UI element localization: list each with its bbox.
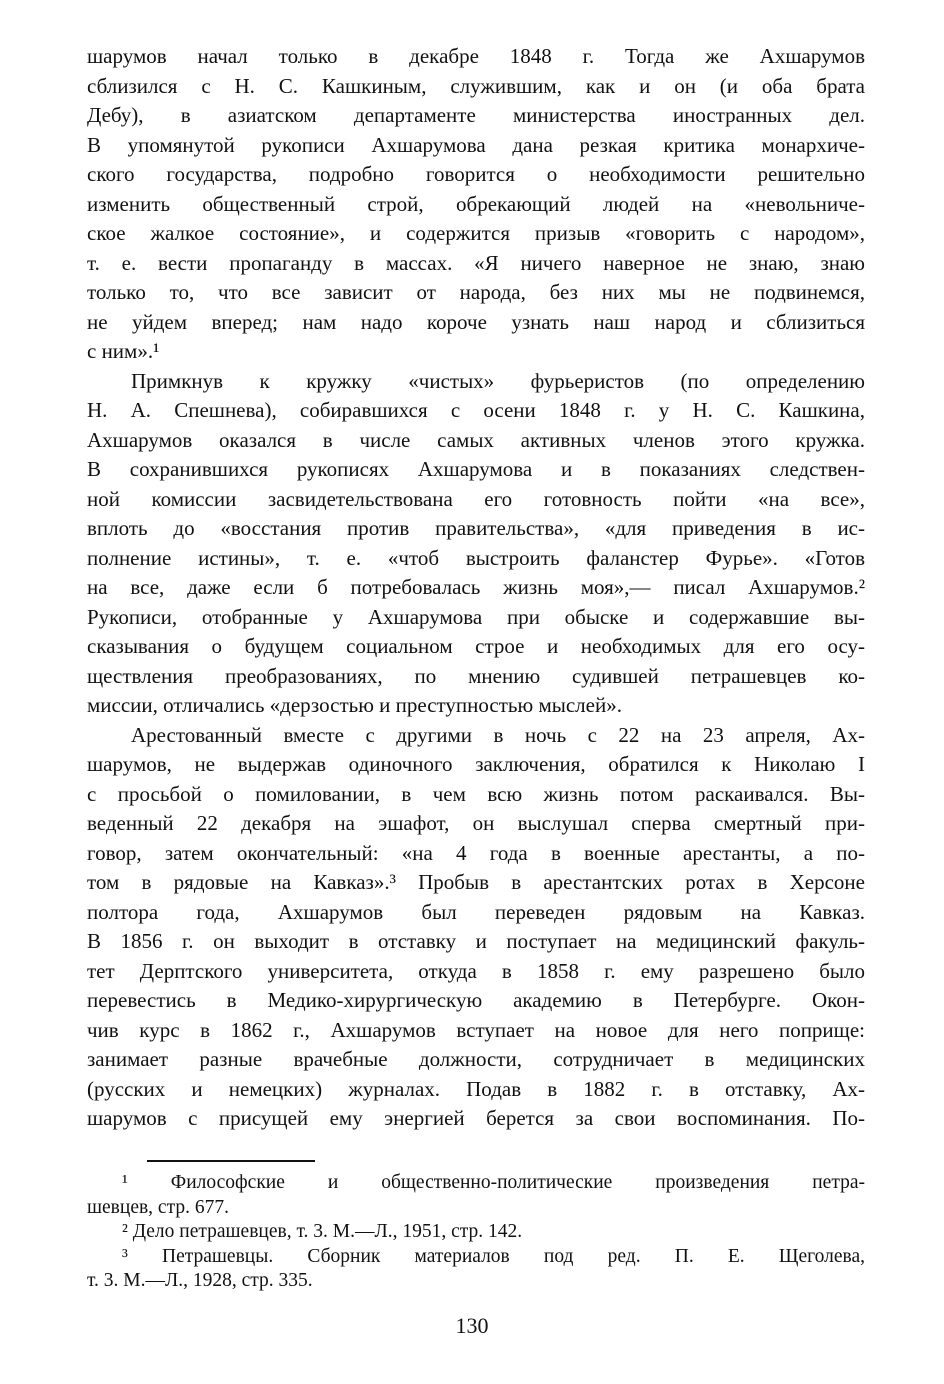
text-line: перевестись в Медико-хирургическую академию в Петербурге. Окон- xyxy=(87,988,865,1012)
text-line: В сохранившихся рукописях Ахшарумова и в показаниях следствен- xyxy=(87,457,865,481)
text-line: Рукописи, отобранные у Ахшарумова при обыске и содержавшие вы- xyxy=(87,604,865,629)
text-line: с просьбой о помиловании, в чем всю жизнь потом раскаивался. Вы- xyxy=(87,781,865,806)
text-line: Дебу), в азиатском департаменте министерства иностранных дел. xyxy=(87,103,865,127)
text-line: (русских и немецких) журналах. Подав в 1882 г. в отставку, Ах- xyxy=(87,1076,865,1101)
text-line: ского государства, подробно говорится о необходимости решительно xyxy=(87,162,865,186)
text-line: изменить общественный строй, обрекающий людей на «невольниче- xyxy=(87,191,865,216)
text-line: миссии, отличались «дерзостью и преступностью мыслей». xyxy=(87,693,622,717)
page-number: 130 xyxy=(455,1313,489,1338)
text-line: веденный 22 декабря на эшафот, он выслушал сперва смертный при- xyxy=(87,811,865,835)
text-line: Н. А. Спешнева), собиравшихся с осени 1848 г. у Н. С. Кашкина, xyxy=(87,398,865,422)
text-line: ществления преобразованиях, по мнению судившей петрашевцев ко- xyxy=(87,663,865,688)
text-line: шарумов начал только в декабре 1848 г. Тогда же Ахшарумов xyxy=(87,44,865,68)
text-line: ское жалкое состояние», и содержится призыв «говорить с народом», xyxy=(87,221,865,245)
text-line: Арестованный вместе с другими в ночь с 22 на 23 апреля, Ах- xyxy=(131,722,865,747)
text-line: В упомянутой рукописи Ахшарумова дана резкая критика монархиче- xyxy=(87,132,865,157)
text-line: полтора года, Ахшарумов был переведен рядовым на Кавказ. xyxy=(87,899,865,924)
footnote-line: т. 3. М.—Л., 1928, стр. 335. xyxy=(87,1270,313,1291)
text-line: сказывания о будущем социальном строе и необходимых для его осу- xyxy=(87,634,865,658)
footnote-line: ³ Петрашевцы. Сборник материалов под ред. П. Е. Щеголева, xyxy=(122,1245,865,1267)
text-line: не уйдем вперед; нам надо короче узнать наш народ и сблизиться xyxy=(87,309,865,334)
text-line: Ахшарумов оказался в числе самых активных членов этого кружка. xyxy=(87,427,865,452)
text-line: шарумов, не выдержав одиночного заключения, обратился к Николаю I xyxy=(87,752,865,776)
text-line: тет Дерптского университета, откуда в 1858 г. ему разрешено было xyxy=(87,958,865,983)
text-line: чив курс в 1862 г., Ахшарумов вступает на новое для него поприще: xyxy=(87,1017,865,1042)
text-line: полнение истины», т. е. «чтоб выстроить фаланстер Фурье». «Готов xyxy=(87,545,865,570)
text-line: вплоть до «восстания против правительства», «для приведения в ис- xyxy=(87,516,865,540)
text-line: В 1856 г. он выходит в отставку и поступает на медицинский факуль- xyxy=(87,929,865,953)
footnote-line: ¹ Философские и общественно-политические произведения петра- xyxy=(122,1172,865,1193)
text-line: на все, даже если б потребовалась жизнь моя»,— писал Ахшарумов.² xyxy=(87,575,865,599)
text-line: Примкнув к кружку «чистых» фурьеристов (по определению xyxy=(131,368,865,393)
footnote-line: ² Дело петрашевцев, т. 3. М.—Л., 1951, стр. 142. xyxy=(122,1221,523,1242)
text-line: шарумов с присущей ему энергией берется за свои воспоминания. По- xyxy=(87,1106,865,1130)
text-line: ной комиссии засвидетельствована его готовность пойти «на все», xyxy=(87,486,865,511)
text-line: только то, что все зависит от народа, без них мы не подвинемся, xyxy=(87,280,865,304)
text-line: сблизился с Н. С. Кашкиным, служившим, как и он (и оба брата xyxy=(87,73,865,98)
text-line: с ним».¹ xyxy=(87,339,160,363)
footnote-line: шевцев, стр. 677. xyxy=(87,1196,229,1218)
text-line: занимает разные врачебные должности, сотрудничает в медицинских xyxy=(87,1047,865,1071)
text-line: том в рядовые на Кавказ».³ Пробыв в арестантских ротах в Херсоне xyxy=(87,870,865,894)
footnote-separator xyxy=(147,1160,315,1162)
text-line: т. е. вести пропаганду в массах. «Я ничего наверное не знаю, знаю xyxy=(87,250,865,275)
text-line: говор, затем окончательный: «на 4 года в военные арестанты, а по- xyxy=(87,840,865,865)
